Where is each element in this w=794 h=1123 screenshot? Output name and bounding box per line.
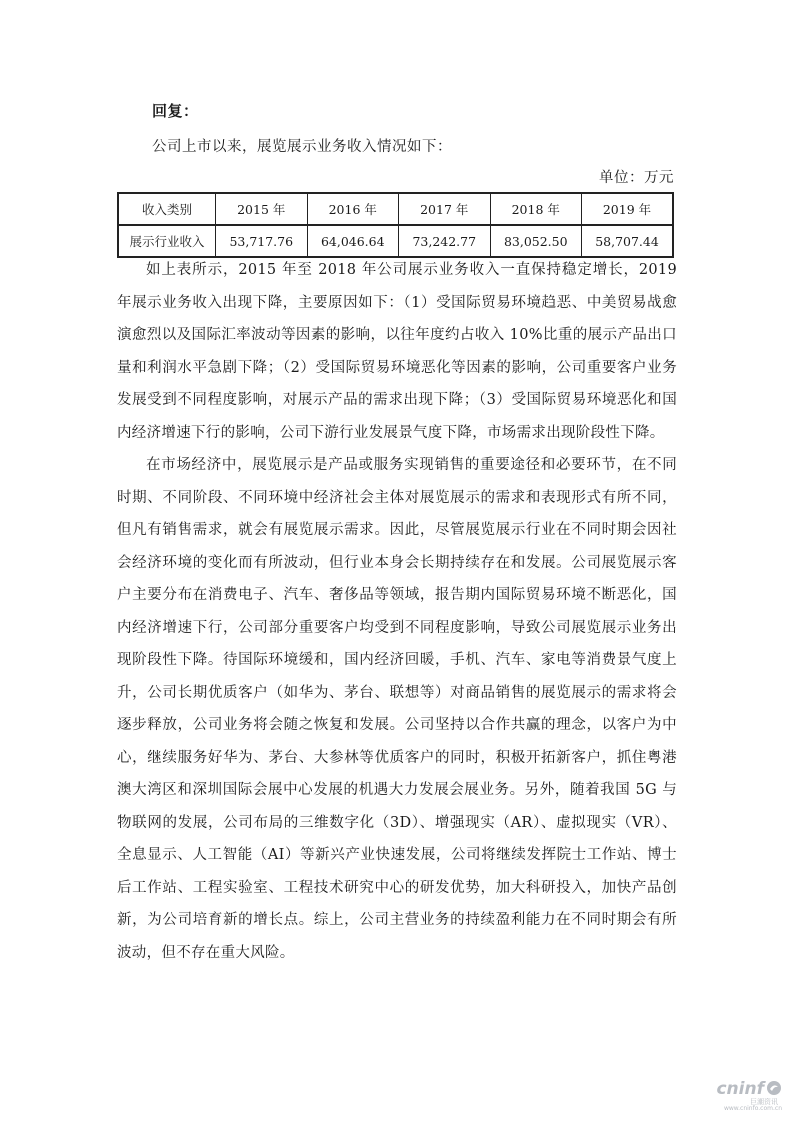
paragraph-outlook: 在市场经济中，展览展示是产品或服务实现销售的重要途径和必要环节，在不同时期、不同阶段、不同环境中经济社会主体对展览展示的需求和表现形式有所不同，但凡有销售需求，就会有展览展示需求。因此，尽管展览展示行业在不同时期会因社会经济环境的变化而有所波动，但行业本身会长期持续存在和发展。公司展览展示客户主要分布在消费电子、汽车、奢侈品等领域，报告期内国际贸易环境不断恶化，国内经济增速下行，公司部分重要客户均受到不同程度影响，导致公司展览展示业务出现阶段性下降。待国际环境缓和，国内经济回暖，手机、汽车、家电等消费景气度上升，公司长期优质客户（如华为、茅台、联想等）对商品销售的展览展示的需求将会逐步释放，公司业务将会随之恢复和发展。公司坚持以合作共赢的理念，以客户为中心，继续服务好华为、茅台、大参林等优质客户的同时，积极开拓新客户，抓住粤港澳大湾区和深圳国际会展中心发展的机遇大力发展会展业务。另外，随着我国 5G 与物联网的发展，公司布局的三维数字化（3D）、增强现实（AR）、虚拟现实（VR）、全息显示、人工智能（AI）等新兴产业快速发展，公司将继续发挥院士工作站、博士后工作站、工程实验室、工程技术研究中心的研发优势，加大科研投入，加快产品创新，为公司培育新的增长点。综上，公司主营业务的持续盈利能力在不同时期会有所波动，但不存在重大风险。 [117, 457, 677, 961]
watermark-url: www.cninfo.com.cn [723, 1105, 782, 1112]
reply-heading: 回复： [152, 102, 199, 120]
table-cell: 58,707.44 [582, 225, 674, 257]
table-cell: 展示行业收入 [118, 225, 216, 257]
unit-label: 单位：万元 [599, 170, 674, 186]
intro-text: 公司上市以来，展览展示业务收入情况如下： [152, 139, 452, 155]
body-text [117, 254, 677, 969]
table-header-cell: 2016 年 [307, 193, 399, 225]
watermark-chinese: 巨潮资讯 [750, 1098, 778, 1106]
paragraph-decline-reasons: 如上表所示，2015 年至 2018 年公司展示业务收入一直保持稳定增长，2019 年展示业务收入出现下降，主要原因如下：（1）受国际贸易环境趋恶、中美贸易战愈演愈烈以及国际汇率波动等因素的影响，以往年度约占收入 10%比重的展示产品出口量和利润水平急剧下降；（2）受国际贸易环境恶化等因素的影响，公司重要客户业务发展受到不同程度影响，对展示产品的需求出现下降；（3）受国际贸易环境恶化和国内经济增速下行的影响，公司下游行业发展景气度下降，市场需求出现阶段性下降。 [117, 262, 677, 441]
table-header-cell: 2017 年 [399, 193, 491, 225]
table-cell: 64,046.64 [307, 225, 399, 257]
table-header-cell: 2015 年 [216, 193, 308, 225]
table-header-cell: 2018 年 [490, 193, 582, 225]
revenue-table [117, 192, 674, 258]
table-header-cell: 2019 年 [582, 193, 674, 225]
table-cell: 53,717.76 [216, 225, 308, 257]
table-header-row [118, 193, 673, 225]
table-cell: 83,052.50 [490, 225, 582, 257]
table-header-cell: 收入类别 [118, 193, 216, 225]
cninf-watermark [702, 1079, 782, 1113]
table-row [118, 225, 673, 257]
table-cell: 73,242.77 [399, 225, 491, 257]
watermark-brand: cninf [716, 1079, 764, 1099]
